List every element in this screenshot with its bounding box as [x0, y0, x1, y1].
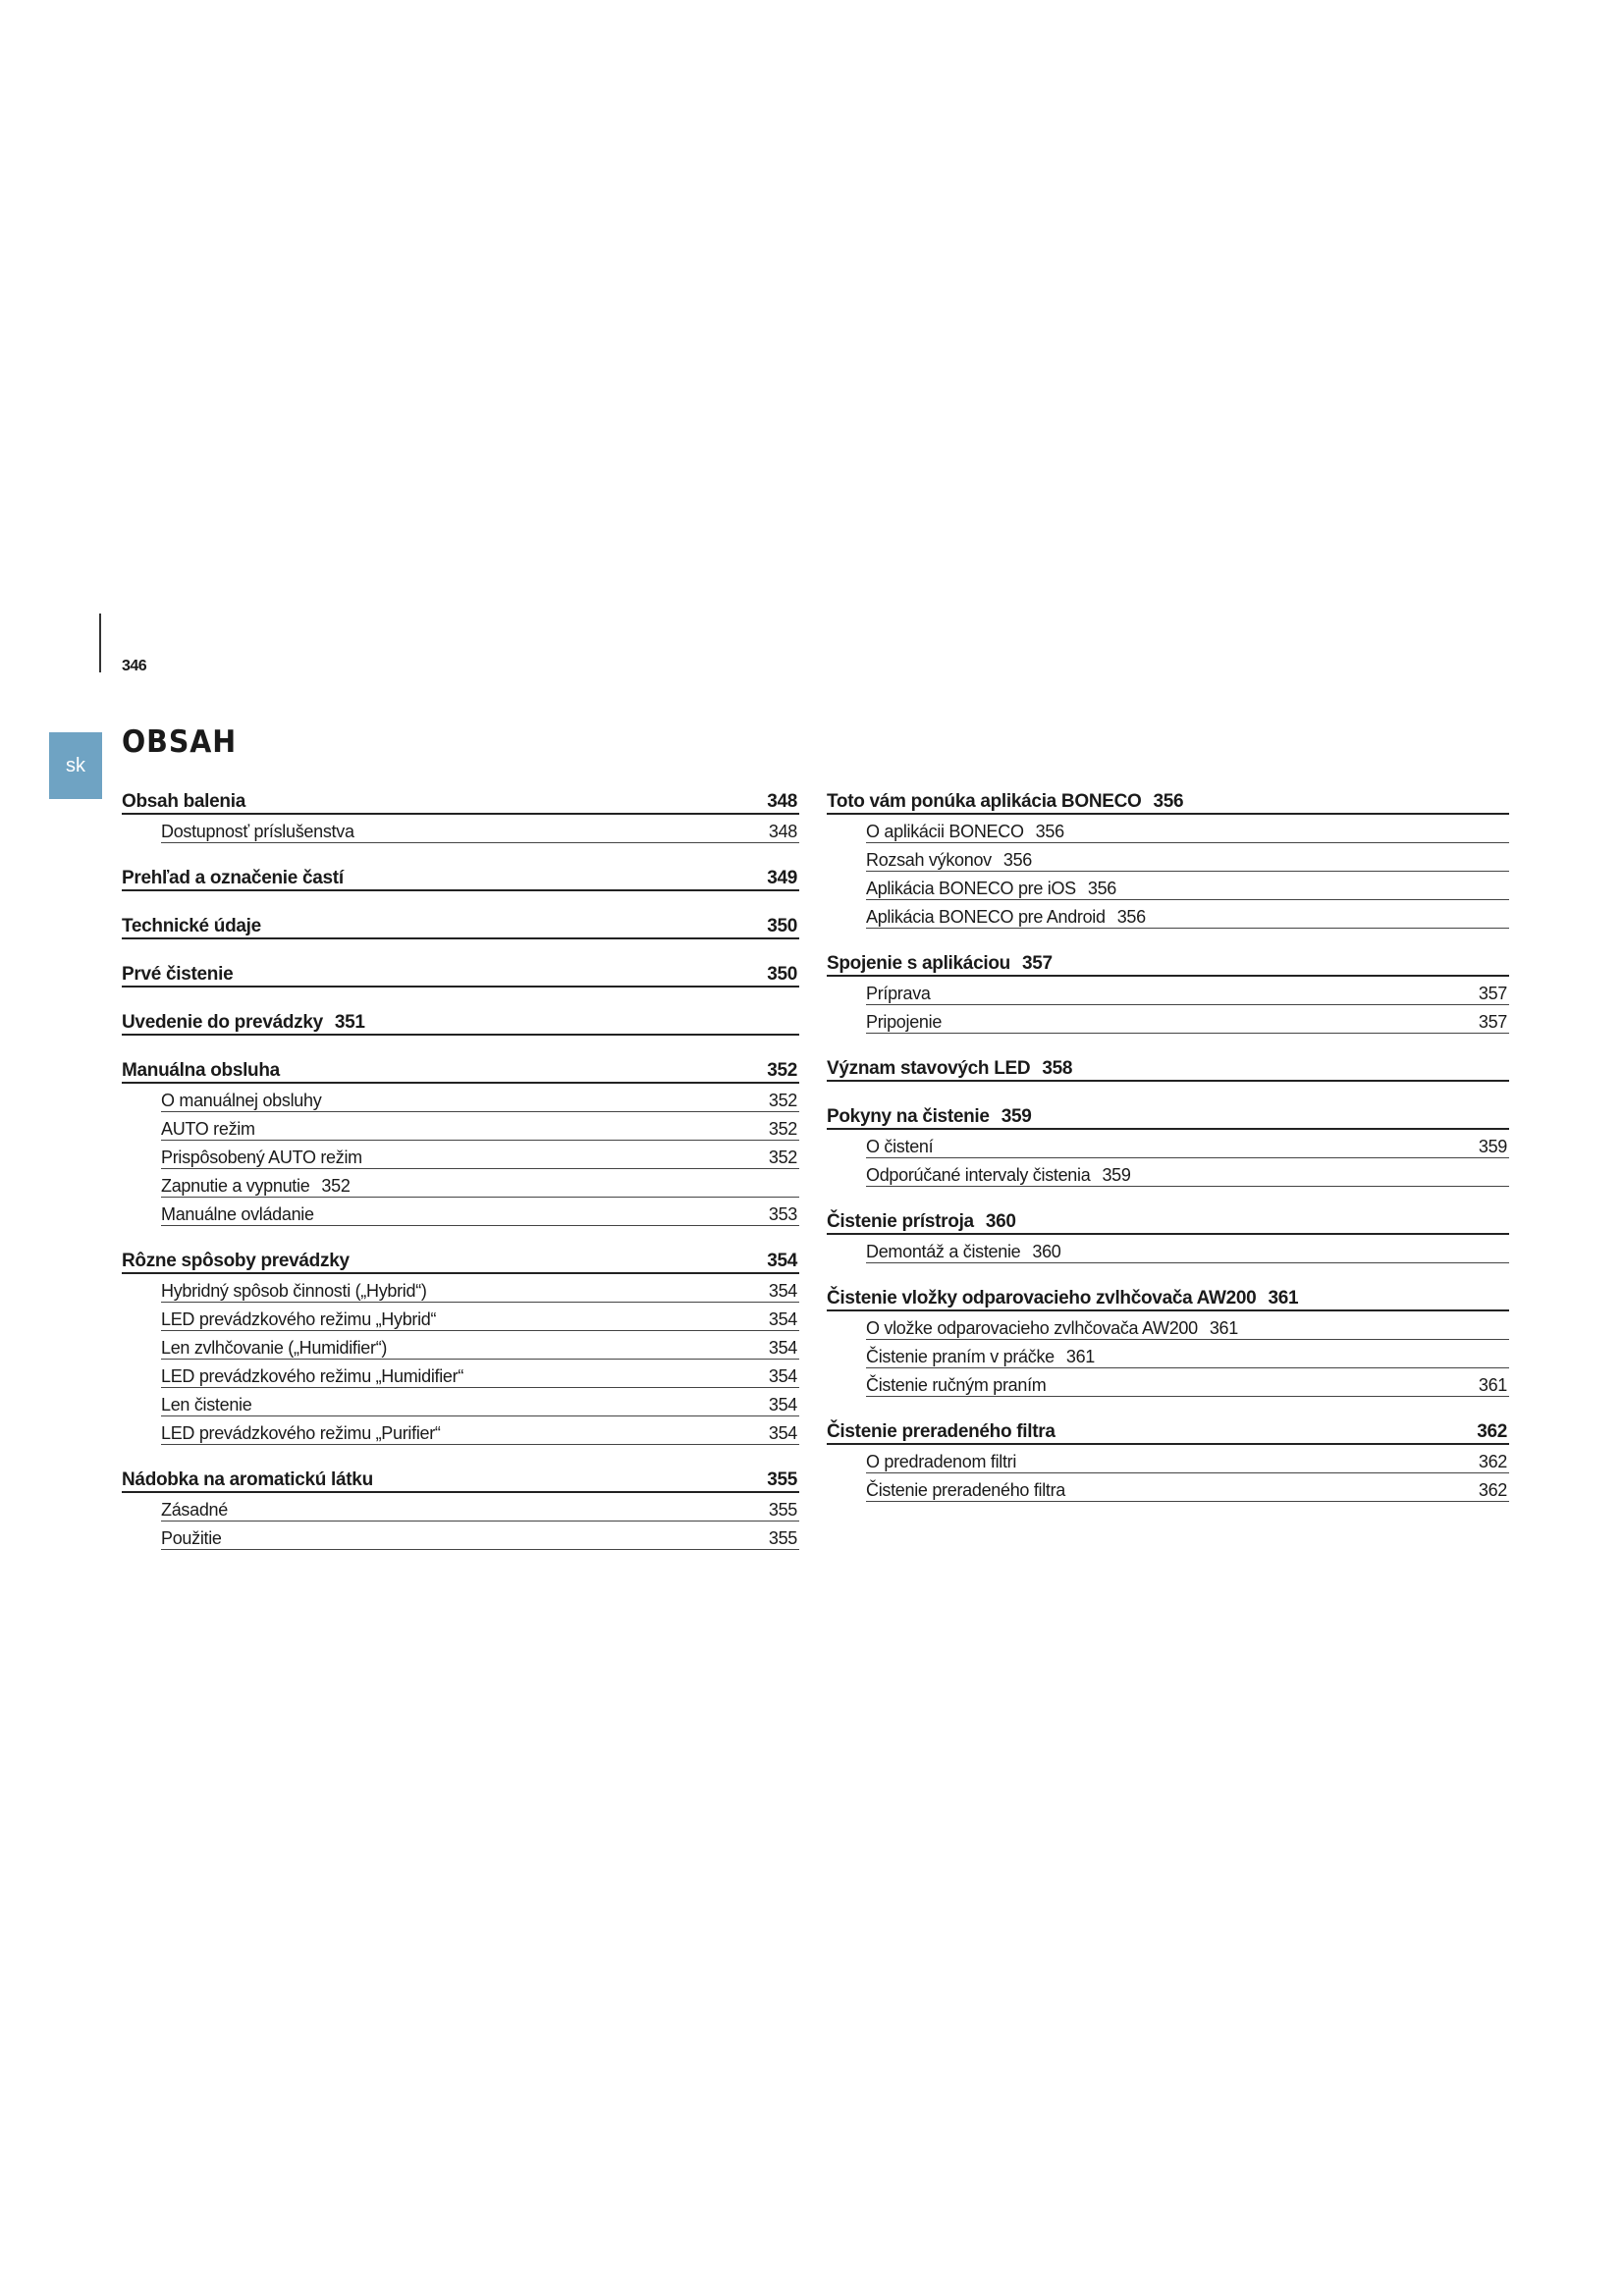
toc-item-title — [866, 1347, 1095, 1367]
toc-page-number: 349 — [767, 868, 797, 888]
toc-item-title — [161, 1148, 374, 1168]
toc-item-cistenie-pranim-v-pracke[interactable] — [866, 1340, 1509, 1368]
toc-item-o-vlozke-odparovacieho-zvlhcovaca-aw200[interactable] — [866, 1311, 1509, 1340]
toc-item-title — [161, 1309, 448, 1330]
toc-section-title — [827, 1421, 1067, 1443]
toc-item-title — [866, 850, 1032, 871]
toc-item-title — [161, 1091, 333, 1111]
toc-item-zasadne[interactable] — [161, 1493, 799, 1522]
toc-section-heading[interactable] — [827, 1205, 1509, 1235]
toc-item-led-prevadzkoveho-rezimu-hybrid[interactable] — [161, 1303, 799, 1331]
toc-item-title — [161, 1176, 351, 1197]
toc-inline-page: 361 — [1209, 1318, 1238, 1338]
toc-page-number: 359 — [1478, 1137, 1507, 1156]
toc-item-auto-rezim[interactable] — [161, 1112, 799, 1141]
toc-item-title — [866, 822, 1064, 842]
toc-page-number: 348 — [768, 822, 797, 841]
toc-entry-label: O manuálnej obsluhy — [161, 1091, 322, 1110]
toc-page-number: 362 — [1478, 1452, 1507, 1471]
toc-page-number: 354 — [768, 1366, 797, 1386]
toc-page-number: 361 — [1478, 1375, 1507, 1395]
toc-item-aplikacia-boneco-pre-android[interactable] — [866, 900, 1509, 929]
toc-entry-label: Rôzne spôsoby prevádzky — [122, 1251, 350, 1271]
toc-page-number: 353 — [768, 1204, 797, 1224]
toc-page-number: 350 — [767, 964, 797, 985]
toc-page-number: 362 — [1477, 1421, 1507, 1442]
toc-section-heading[interactable] — [827, 785, 1509, 815]
toc-inline-page: 351 — [334, 1012, 365, 1033]
toc-item-demontaz-a-cistenie[interactable] — [866, 1235, 1509, 1263]
toc-entry-label: Len čistenie — [161, 1395, 252, 1415]
toc-item-title — [161, 1366, 475, 1387]
toc-inline-page: 352 — [321, 1176, 351, 1196]
toc-item-dostupnost-prislusenstva[interactable] — [161, 815, 799, 843]
toc-item-title — [866, 1452, 1028, 1472]
toc-section-title — [827, 1288, 1298, 1309]
toc-item-title — [161, 1204, 326, 1225]
toc-entry-label: Spojenie s aplikáciou — [827, 953, 1010, 974]
toc-entry-label: O predradenom filtri — [866, 1452, 1017, 1471]
page-title: OBSAH — [122, 724, 238, 760]
toc-section-heading[interactable] — [827, 1415, 1509, 1445]
toc-inline-page: 356 — [1087, 879, 1117, 898]
toc-item-led-prevadzkoveho-rezimu-humidifier[interactable] — [161, 1360, 799, 1388]
toc-inline-page: 356 — [1153, 791, 1184, 812]
toc-entry-label: Použitie — [161, 1528, 222, 1548]
toc-section-vyznam-stavovych-led — [827, 1052, 1509, 1082]
toc-item-hybridny-sposob-cinnosti-hybrid[interactable] — [161, 1274, 799, 1303]
toc-page-number: 352 — [768, 1091, 797, 1110]
toc-entry-label: Čistenie praním v práčke — [866, 1347, 1055, 1366]
toc-item-title — [866, 1480, 1077, 1501]
toc-entry-label: Nádobka na aromatickú látku — [122, 1469, 373, 1490]
toc-entry-label: LED prevádzkového režimu „Purifier“ — [161, 1423, 441, 1443]
toc-item-zapnutie-a-vypnutie[interactable] — [161, 1169, 799, 1198]
toc-item-title — [866, 984, 943, 1004]
toc-entry-label: Manuálna obsluha — [122, 1060, 280, 1081]
toc-inline-page: 357 — [1021, 953, 1053, 974]
toc-section-heading[interactable] — [122, 1006, 799, 1036]
toc-item-title — [866, 1318, 1238, 1339]
toc-page-number: 354 — [768, 1395, 797, 1415]
toc-entry-label: Manuálne ovládanie — [161, 1204, 314, 1224]
toc-section-nadobka-na-aromaticku-latku — [122, 1464, 799, 1550]
toc-entry-label: Rozsah výkonov — [866, 850, 992, 870]
toc-item-led-prevadzkoveho-rezimu-purifier[interactable] — [161, 1416, 799, 1445]
toc-section-heading[interactable] — [122, 1464, 799, 1493]
toc-section-heading[interactable] — [827, 1052, 1509, 1082]
toc-page-number: 355 — [768, 1528, 797, 1548]
toc-inline-page: 359 — [1001, 1106, 1032, 1127]
toc-item-o-manualnej-obsluhy[interactable] — [161, 1084, 799, 1112]
toc-section-heading[interactable] — [122, 910, 799, 939]
toc-item-title — [866, 879, 1116, 899]
toc-entry-label: O čistení — [866, 1137, 934, 1156]
toc-section-title — [827, 953, 1053, 975]
toc-section-heading[interactable] — [122, 1245, 799, 1274]
toc-section-heading[interactable] — [122, 785, 799, 815]
toc-entry-label: Dostupnosť príslušenstva — [161, 822, 354, 841]
toc-item-title — [866, 1165, 1131, 1186]
toc-item-odporucane-intervaly-cistenia[interactable] — [866, 1158, 1509, 1187]
toc-item-title — [161, 1281, 439, 1302]
toc-page-number: 354 — [768, 1309, 797, 1329]
toc-section-cistenie-pristroja — [827, 1205, 1509, 1263]
toc-item-o-aplikacii-boneco[interactable] — [866, 815, 1509, 843]
toc-inline-page: 358 — [1042, 1058, 1073, 1079]
toc-section-uvedenie-do-prevadzky — [122, 1006, 799, 1036]
toc-item-title — [161, 1500, 240, 1521]
toc-section-rozne-sposoby-prevadzky — [122, 1245, 799, 1445]
margin-rule — [99, 614, 101, 672]
toc-page-number: 352 — [768, 1148, 797, 1167]
toc-section-technicke-udaje — [122, 910, 799, 939]
toc-item-title — [161, 1423, 453, 1444]
toc-section-title — [122, 791, 257, 813]
toc-entry-label: Zapnutie a vypnutie — [161, 1176, 310, 1196]
toc-entry-label: Význam stavových LED — [827, 1058, 1031, 1079]
toc-entry-label: LED prevádzkového režimu „Humidifier“ — [161, 1366, 464, 1386]
toc-section-heading[interactable] — [827, 1282, 1509, 1311]
toc-item-priprava[interactable] — [866, 977, 1509, 1005]
toc-entry-label: Prispôsobený AUTO režim — [161, 1148, 362, 1167]
toc-entry-label: Príprava — [866, 984, 931, 1003]
toc-item-title — [161, 1338, 399, 1359]
toc-section-toto-vam-ponuka-aplikacia-boneco — [827, 785, 1509, 929]
toc-section-title — [827, 1211, 1016, 1233]
toc-item-cistenie-rucnym-pranim[interactable] — [866, 1368, 1509, 1397]
toc-entry-label: LED prevádzkového režimu „Hybrid“ — [161, 1309, 437, 1329]
toc-entry-label: O vložke odparovacieho zvlhčovača AW200 — [866, 1318, 1198, 1338]
toc-item-o-predradenom-filtri[interactable] — [866, 1445, 1509, 1473]
toc-entry-label: Odporúčané intervaly čistenia — [866, 1165, 1091, 1185]
toc-entry-label: Hybridný spôsob činnosti („Hybrid“) — [161, 1281, 427, 1301]
toc-page-number: 348 — [767, 791, 797, 812]
toc-item-len-zvlhcovanie-humidifier[interactable] — [161, 1331, 799, 1360]
toc-entry-label: Len zvlhčovanie („Humidifier“) — [161, 1338, 388, 1358]
toc-entry-label: O aplikácii BONECO — [866, 822, 1024, 841]
toc-page-number: 354 — [768, 1423, 797, 1443]
toc-item-manualne-ovladanie[interactable] — [161, 1198, 799, 1226]
toc-entry-label: Aplikácia BONECO pre iOS — [866, 879, 1076, 898]
toc-section-title — [827, 1106, 1032, 1128]
toc-section-title — [827, 1058, 1072, 1080]
toc-entry-label: Zásadné — [161, 1500, 228, 1520]
toc-section-manualna-obsluha — [122, 1054, 799, 1226]
toc-item-title — [161, 822, 366, 842]
toc-item-prisposobeny-auto-rezim[interactable] — [161, 1141, 799, 1169]
toc-section-cistenie-preradeneho-filtra — [827, 1415, 1509, 1502]
toc-left-column — [122, 785, 799, 1569]
toc-page-number: 354 — [767, 1251, 797, 1271]
toc-entry-label: Čistenie vložky odparovacieho zvlhčovača AW200 — [827, 1288, 1257, 1308]
toc-entry-label: Demontáž a čistenie — [866, 1242, 1021, 1261]
toc-inline-page: 356 — [1035, 822, 1064, 841]
toc-entry-label: Čistenie prístroja — [827, 1211, 974, 1232]
toc-section-cistenie-vlozky-odparovacieho-zvlhcovaca-aw200 — [827, 1282, 1509, 1397]
toc-section-title — [122, 916, 273, 937]
toc-section-prehlad-a-oznacenie-casti — [122, 862, 799, 891]
toc-inline-page: 360 — [1032, 1242, 1061, 1261]
toc-section-heading[interactable] — [122, 958, 799, 988]
toc-page-number: 352 — [768, 1119, 797, 1139]
toc-item-title — [161, 1395, 263, 1415]
toc-inline-page: 356 — [1002, 850, 1033, 870]
toc-item-title — [866, 1242, 1061, 1262]
toc-entry-label: Aplikácia BONECO pre Android — [866, 907, 1106, 927]
toc-section-title — [827, 791, 1183, 813]
toc-entry-label: Čistenie ručným praním — [866, 1375, 1047, 1395]
toc-item-title — [866, 907, 1146, 928]
toc-item-len-cistenie[interactable] — [161, 1388, 799, 1416]
toc-page-number: 362 — [1478, 1480, 1507, 1500]
toc-item-pripojenie[interactable] — [866, 1005, 1509, 1034]
toc-section-title — [122, 1012, 365, 1034]
toc-page-number: 357 — [1478, 1012, 1507, 1032]
toc-page-number: 357 — [1478, 984, 1507, 1003]
toc-section-heading[interactable] — [122, 862, 799, 891]
toc-item-cistenie-preradeneho-filtra[interactable] — [866, 1473, 1509, 1502]
toc-section-title — [122, 868, 355, 889]
toc-entry-label: Pokyny na čistenie — [827, 1106, 990, 1127]
toc-item-title — [161, 1119, 267, 1140]
toc-section-pokyny-na-cistenie — [827, 1100, 1509, 1187]
toc-section-heading[interactable] — [122, 1054, 799, 1084]
language-tab: sk — [49, 732, 102, 799]
toc-section-title — [122, 1060, 292, 1082]
toc-item-title — [866, 1012, 953, 1033]
toc-inline-page: 361 — [1268, 1288, 1299, 1308]
toc-inline-page: 359 — [1102, 1165, 1131, 1185]
toc-entry-label: Prehľad a označenie častí — [122, 868, 344, 888]
toc-section-title — [122, 1251, 361, 1272]
toc-section-title — [122, 964, 244, 986]
toc-page-number: 352 — [767, 1060, 797, 1081]
toc-item-rozsah-vykonov[interactable] — [866, 843, 1509, 872]
toc-entry-label: AUTO režim — [161, 1119, 255, 1139]
toc-item-title — [866, 1375, 1057, 1396]
toc-item-o-cisteni[interactable] — [866, 1130, 1509, 1158]
toc-section-obsah-balenia — [122, 785, 799, 843]
toc-inline-page: 361 — [1065, 1347, 1096, 1366]
toc-entry-label: Čistenie preradeného filtra — [827, 1421, 1056, 1442]
toc-item-aplikacia-boneco-pre-ios[interactable] — [866, 872, 1509, 900]
toc-section-spojenie-s-aplikaciou — [827, 947, 1509, 1034]
toc-entry-label: Pripojenie — [866, 1012, 943, 1032]
toc-entry-label: Technické údaje — [122, 916, 261, 936]
toc-page-number: 355 — [768, 1500, 797, 1520]
toc-item-pouzitie[interactable] — [161, 1522, 799, 1550]
toc-section-heading[interactable] — [827, 1100, 1509, 1130]
toc-inline-page: 360 — [985, 1211, 1016, 1232]
toc-item-title — [161, 1528, 234, 1549]
toc-section-heading[interactable] — [827, 947, 1509, 977]
toc-section-title — [122, 1469, 385, 1491]
toc-entry-label: Čistenie preradeného filtra — [866, 1480, 1066, 1500]
toc-inline-page: 356 — [1116, 907, 1146, 927]
toc-entry-label: Toto vám ponúka aplikácia BONECO — [827, 791, 1142, 812]
toc-page-number: 354 — [768, 1338, 797, 1358]
toc-section-prve-cistenie — [122, 958, 799, 988]
toc-page-number: 350 — [767, 916, 797, 936]
toc-entry-label: Uvedenie do prevádzky — [122, 1012, 323, 1033]
toc-entry-label: Obsah balenia — [122, 791, 245, 812]
toc-right-column — [827, 785, 1509, 1521]
toc-page-number: 354 — [768, 1281, 797, 1301]
toc-entry-label: Prvé čistenie — [122, 964, 234, 985]
page-number: 346 — [122, 658, 147, 674]
toc-page-number: 355 — [767, 1469, 797, 1490]
toc-item-title — [866, 1137, 945, 1157]
